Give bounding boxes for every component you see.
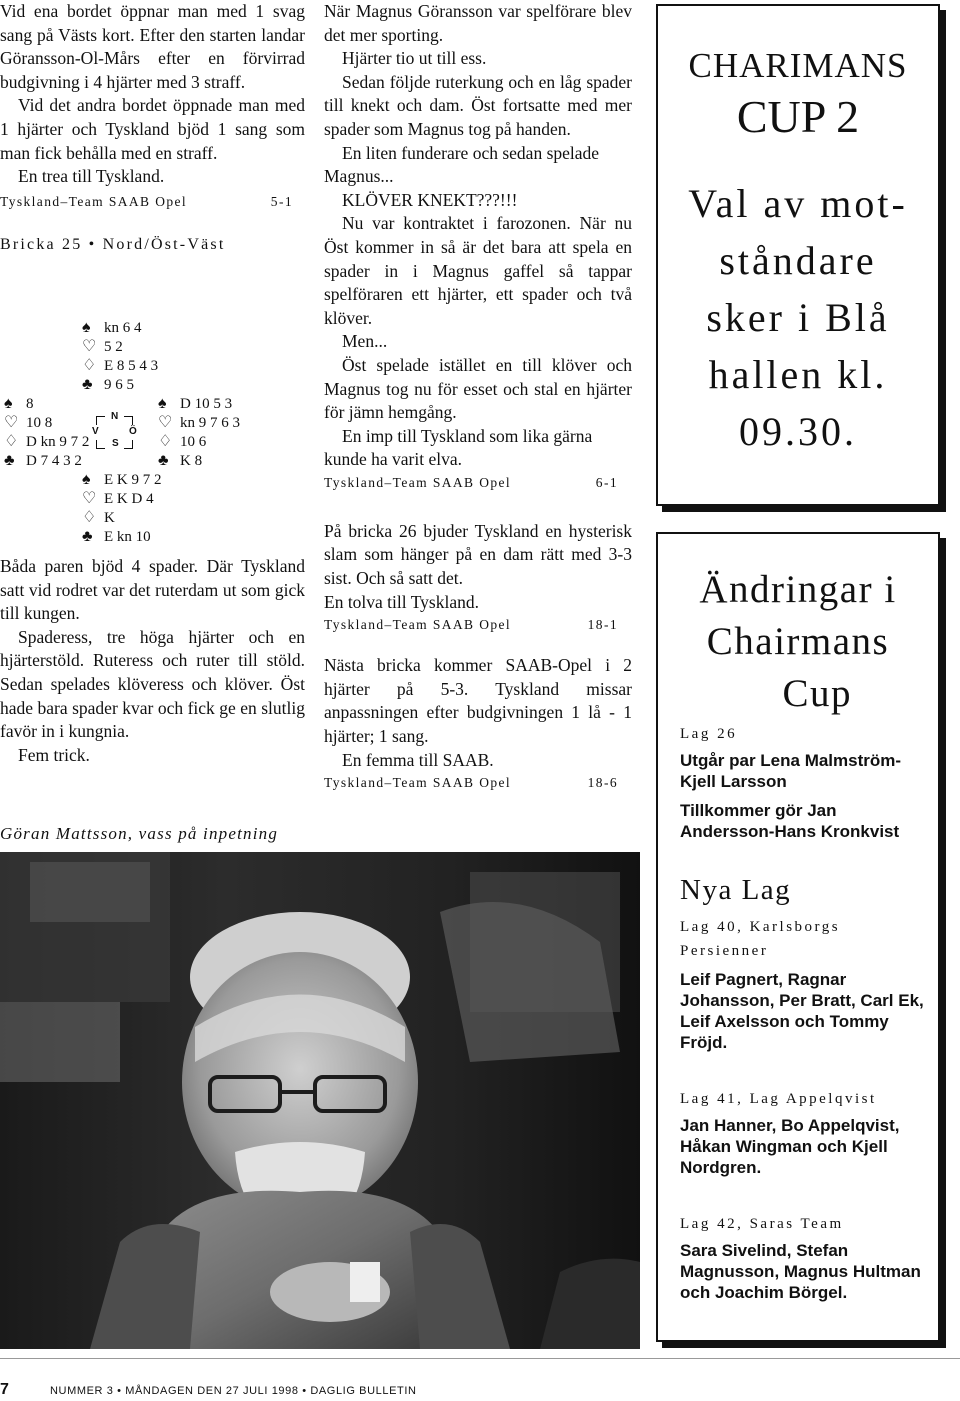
lag42-section (680, 1212, 928, 1303)
compass (92, 410, 142, 454)
intro-paragraph-3: En trea till Tyskland. (18, 166, 165, 187)
result-line-3 (324, 614, 632, 636)
east-spades: ♠ D 10 5 3 (158, 395, 233, 412)
diamond-icon: ♢ (158, 433, 173, 450)
result-teams: Tyskland–Team SAAB Opel (324, 775, 512, 791)
compass-east: Ö (129, 426, 137, 437)
photo-illustration (0, 852, 640, 1349)
compass-west: V (92, 426, 99, 437)
club-icon: ♣ (82, 376, 93, 393)
west-clubs: ♣ D 7 4 3 2 (4, 452, 82, 469)
result-teams: Tyskland–Team SAAB Opel (324, 617, 512, 633)
board-title: Bricka 25 • Nord/Öst-Väst (0, 235, 226, 253)
lag42-players: Sara Sivelind, Stefan Magnusson, Magnus Hultman och Joachim Börgel. (680, 1241, 921, 1302)
chairmans-cup-notice-box (656, 4, 940, 506)
lag41-heading: Lag 41, Lag Appelqvist (680, 1091, 877, 1107)
notice-line-7: 09.30. (739, 409, 857, 454)
result-line-1 (0, 191, 305, 213)
column-2 (324, 0, 632, 794)
north-hearts: ♡ 5 2 (82, 338, 123, 355)
player-photo (0, 852, 640, 1349)
col2-paragraph-2: Hjärter tio ut till ess. (342, 48, 487, 69)
result-line-2 (324, 472, 632, 494)
after-deal-paragraph-3: Fem trick. (18, 744, 90, 765)
east-clubs: ♣ K 8 (158, 452, 203, 469)
lag26-section (680, 722, 928, 842)
notice-line-2: CUP 2 (736, 91, 860, 142)
photo-caption: Göran Mattsson, vass på inpetning (0, 824, 279, 843)
result-score: 5-1 (270, 193, 293, 209)
intro-paragraph-2: Vid det andra bordet öppnade man med 1 hjärter och Tyskland bjöd 1 sang som man fick behålla med en straff. (0, 95, 305, 163)
south-hearts: ♡ E K D 4 (82, 490, 154, 507)
club-icon: ♣ (4, 452, 15, 469)
lag41-section (680, 1087, 928, 1178)
after-deal-paragraph-1: Båda paren bjöd 4 spader. Där Tyskland satt vid rodret var det ruterdam ut som gick till kungen. (0, 556, 305, 624)
col2-paragraph-7: Men... (342, 331, 388, 352)
compass-frame-top-right (124, 416, 133, 425)
spade-icon: ♠ (82, 319, 91, 336)
page-number: 7 (0, 1381, 9, 1398)
col2-paragraph-4: En liten funderare och sedan spelade Magnus... (324, 142, 600, 187)
col2-paragraph-8: Öst spelade istället en till klöver och Magnus tog nu för esset och stal en hjärter för jämn hemgång. (324, 354, 632, 423)
lag40-heading: Lag 40, Karlsborgs Persienner (680, 919, 841, 959)
spade-icon: ♠ (4, 395, 13, 412)
lag41-players: Jan Hanner, Bo Appelqvist, Håkan Wingman och Kjell Nordgren. (680, 1116, 900, 1177)
lag40-players: Leif Pagnert, Ragnar Johansson, Per Bratt, Carl Ek, Leif Axelsson och Tommy Fröjd. (680, 970, 924, 1052)
heart-icon: ♡ (82, 338, 97, 355)
result-line-4 (324, 772, 632, 794)
lag26-in: Tillkommer gör Jan Andersson-Hans Kronkvist (680, 801, 900, 841)
diamond-icon: ♢ (82, 509, 97, 526)
intro-paragraph-1: Vid ena bordet öppnar man med 1 svag sang på Västs kort. Efter den starten landar Göransson-Ol-Mårs efter en förvirrad budgivning i 4 hjärter med 3 straff. (0, 1, 305, 92)
next-board-paragraph-2: En femma till SAAB. (342, 749, 494, 770)
col2-paragraph-9: En imp till Tyskland som lika gärna kunde ha varit elva. (324, 425, 593, 470)
after-deal-paragraph-2: Spaderess, tre höga hjärter och en hjärterstöld. Ruteress och ruter till stöld. Sedan spelades klöveress och klöver. Öst hade bara spader kvar och fick ge en slutlig favör in i kungnia. (0, 626, 305, 742)
diamond-icon: ♢ (82, 357, 97, 374)
east-diamonds: ♢ 10 6 (158, 433, 207, 450)
result-teams: Tyskland–Team SAAB Opel (324, 474, 512, 490)
north-spades: ♠ kn 6 4 (82, 319, 142, 336)
club-icon: ♣ (82, 528, 93, 545)
changes-title-2: Chairmans (706, 620, 890, 663)
board-26-paragraph-2: En tolva till Tyskland. (324, 591, 479, 612)
result-score: 6-1 (595, 474, 618, 490)
new-teams-title: Nya Lag (680, 874, 792, 906)
lag42-heading: Lag 42, Saras Team (680, 1216, 844, 1232)
west-hearts: ♡ 10 8 (4, 414, 53, 431)
notice-line-6: hallen kl. (708, 352, 888, 397)
lag26-out: Utgår par Lena Malmström-Kjell Larsson (680, 751, 902, 791)
heart-icon: ♡ (4, 414, 19, 431)
lag40-section (680, 915, 928, 1053)
spade-icon: ♠ (158, 395, 167, 412)
changes-title-1: Ändringar i (699, 568, 897, 611)
west-diamonds: ♢ D kn 9 7 2 (4, 433, 90, 450)
compass-frame-bottom-left (96, 440, 105, 449)
col2-paragraph-1: När Magnus Göransson var spelförare blev det mer sporting. (324, 1, 632, 45)
changes-box (656, 532, 940, 1342)
result-score: 18-1 (587, 617, 618, 633)
east-hearts: ♡ kn 9 7 6 3 (158, 414, 240, 431)
compass-frame-bottom-right (124, 440, 133, 449)
compass-south: S (112, 438, 119, 449)
board-26-paragraph: På bricka 26 bjuder Tyskland en hysterisk slam som hänger på en dam rätt med 3-3 sist. Och så satt det. (324, 520, 632, 589)
west-spades: ♠ 8 (4, 395, 34, 412)
heart-icon: ♡ (82, 490, 97, 507)
column-1 (0, 0, 305, 256)
footer-issue-line: NUMMER 3 • MÅNDAGEN DEN 27 JULI 1998 • DAGLIG BULLETIN (50, 1385, 417, 1397)
north-clubs: ♣ 9 6 5 (82, 376, 134, 393)
notice-line-4: ståndare (719, 238, 877, 283)
diamond-icon: ♢ (4, 433, 19, 450)
column-1-continued (0, 555, 305, 767)
notice-line-5: sker i Blå (706, 295, 890, 340)
col2-paragraph-3: Sedan följde ruterkung och en låg spader till knekt och dam. Öst fortsatte med mer spader som Magnus tog på handen. (324, 71, 632, 139)
south-spades: ♠ E K 9 7 2 (82, 471, 162, 488)
result-teams: Tyskland–Team SAAB Opel (0, 193, 188, 209)
col2-paragraph-5: KLÖVER KNEKT???!!! (342, 189, 518, 210)
next-board-paragraph: Nästa bricka kommer SAAB-Opel i 2 hjärter på 5-3. Tyskland missar anpassningen efter budgivningen 1 lå - 1 hjärter; 1 sang. (324, 655, 632, 747)
result-score: 18-6 (587, 775, 618, 791)
compass-north: N (111, 411, 119, 422)
club-icon: ♣ (158, 452, 169, 469)
heart-icon: ♡ (158, 414, 173, 431)
south-diamonds: ♢ K (82, 509, 115, 526)
bridge-deal-diagram (0, 318, 305, 543)
lag26-heading: Lag 26 (680, 726, 738, 742)
changes-title-3: Cup (782, 672, 852, 715)
footer-rule (0, 1358, 960, 1359)
notice-line-1: CHARIMANS (688, 46, 908, 85)
south-clubs: ♣ E kn 10 (82, 528, 151, 545)
col2-paragraph-6: Nu var kontraktet i farozonen. När nu Öst kommer in så är det bara att spela en spader in i Magnus gaffel så tappar spelföraren ett hjärter, ett spader och två klöver. (324, 213, 632, 328)
notice-line-3: Val av mot- (688, 181, 908, 226)
compass-frame-top-left (96, 416, 105, 425)
north-diamonds: ♢ E 8 5 4 3 (82, 357, 159, 374)
spade-icon: ♠ (82, 471, 91, 488)
